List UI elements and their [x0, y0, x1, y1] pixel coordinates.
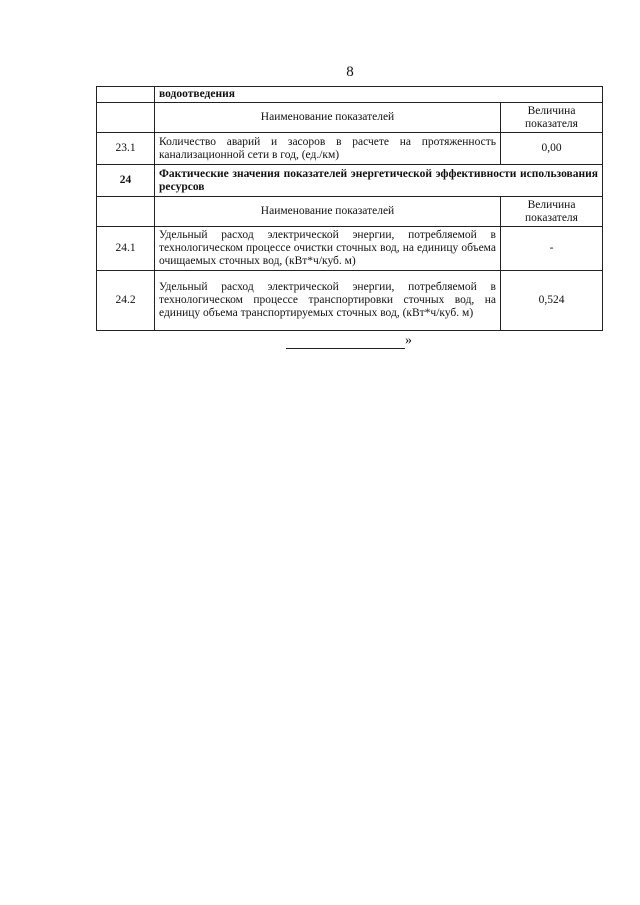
page-number: 8 [346, 64, 354, 80]
row-number: 24.2 [97, 271, 155, 331]
table-row [97, 271, 603, 331]
section-title: Фактические значения показателей энергетической эффективности использования ресурсов [155, 165, 603, 197]
indicator-value: 0,00 [501, 133, 603, 165]
indicator-value: - [501, 227, 603, 271]
table-row [97, 87, 603, 103]
section-number: 24 [97, 165, 155, 197]
table-header-row [97, 103, 603, 133]
indicators-table [96, 86, 603, 331]
closing-line [286, 333, 412, 349]
indicator-name: Удельный расход электрической энергии, потребляемой в технологическом процессе очистки сточных вод, на единицу объема очищаемых сточных вод, (кВт*ч/куб. м) [155, 227, 501, 271]
column-header-value: Величина показателя [501, 197, 603, 227]
indicator-name: Количество аварий и засоров в расчете на протяженность канализационной сети в год, (ед./км) [155, 133, 501, 165]
column-header-name: Наименование показателей [155, 197, 501, 227]
section-continuation-title: водоотведения [155, 87, 603, 103]
table-row [97, 227, 603, 271]
table-cell-empty [97, 103, 155, 133]
table-cell-empty [97, 87, 155, 103]
column-header-name: Наименование показателей [155, 103, 501, 133]
indicator-value: 0,524 [501, 271, 603, 331]
table-row [97, 133, 603, 165]
indicator-name: Удельный расход электрической энергии, потребляемой в технологическом процессе транспортировки сточных вод, на единицу объема транспортируемых сточных вод, (кВт*ч/куб. м) [155, 271, 501, 331]
column-header-value: Величина показателя [501, 103, 603, 133]
row-number: 24.1 [97, 227, 155, 271]
closing-underline [286, 335, 405, 349]
table-cell-empty [97, 197, 155, 227]
table-header-row [97, 197, 603, 227]
row-number: 23.1 [97, 133, 155, 165]
section-title-row [97, 165, 603, 197]
closing-quote-mark: » [405, 333, 412, 348]
